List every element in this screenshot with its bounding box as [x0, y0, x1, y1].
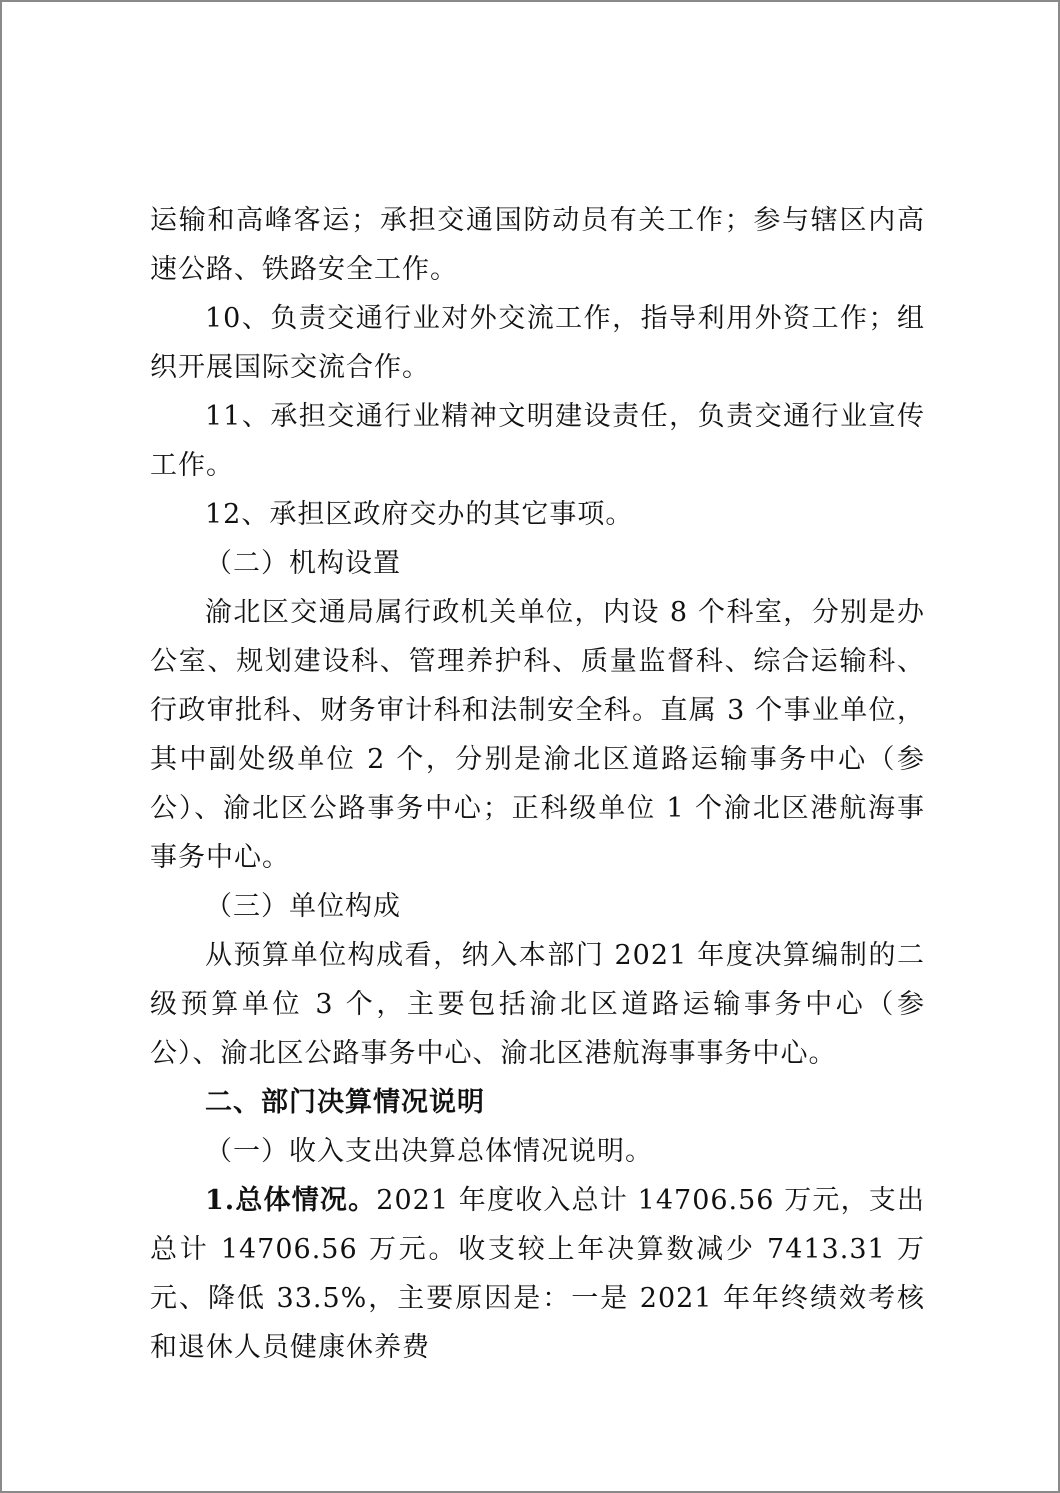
overall-lead: 1.总体情况。 — [205, 1185, 377, 1216]
paragraph-duty-11: 11、承担交通行业精神文明建设责任，负责交通行业宣传工作。 — [150, 401, 925, 481]
paragraph-duty-9-continued: 运输和高峰客运；承担交通国防动员有关工作；参与辖区内高速公路、铁路安全工作。 — [150, 205, 925, 285]
overall-text: 2021 年度收入总计 14706.56 万元，支出总计 14706.56 万元。收支较上年决算数减少 7413.31 万元、降低 33.5%，主要原因是：一是 2021 年年终绩效考核和退休人员健康休养费 — [150, 1185, 925, 1363]
paragraph-unit-composition: 从预算单位构成看，纳入本部门 2021 年度决算编制的二级预算单位 3 个，主要包括渝北区道路运输事务中心（参公）、渝北区公路事务中心、渝北区港航海事事务中心。 — [150, 940, 925, 1069]
document-body — [150, 196, 925, 1372]
paragraph-organization: 渝北区交通局属行政机关单位，内设 8 个科室，分别是办公室、规划建设科、管理养护科、质量监督科、综合运输科、行政审批科、财务审计科和法制安全科。直属 3 个事业单位，其中副处级单位 2 个，分别是渝北区道路运输事务中心（参公）、渝北区公路事务中心；正科级单位 1 个渝北区港航海事事务中心。 — [150, 597, 925, 873]
heading-organization: （二）机构设置 — [205, 548, 401, 579]
paragraph-duty-10: 10、负责交通行业对外交流工作，指导利用外资工作；组织开展国际交流合作。 — [150, 303, 925, 383]
heading-section-two: 二、部门决算情况说明 — [205, 1087, 485, 1118]
paragraph-overall — [150, 1176, 925, 1372]
heading-income-expense: （一）收入支出决算总体情况说明。 — [205, 1136, 653, 1167]
heading-unit-composition: （三）单位构成 — [205, 891, 401, 922]
paragraph-duty-12: 12、承担区政府交办的其它事项。 — [205, 499, 634, 530]
